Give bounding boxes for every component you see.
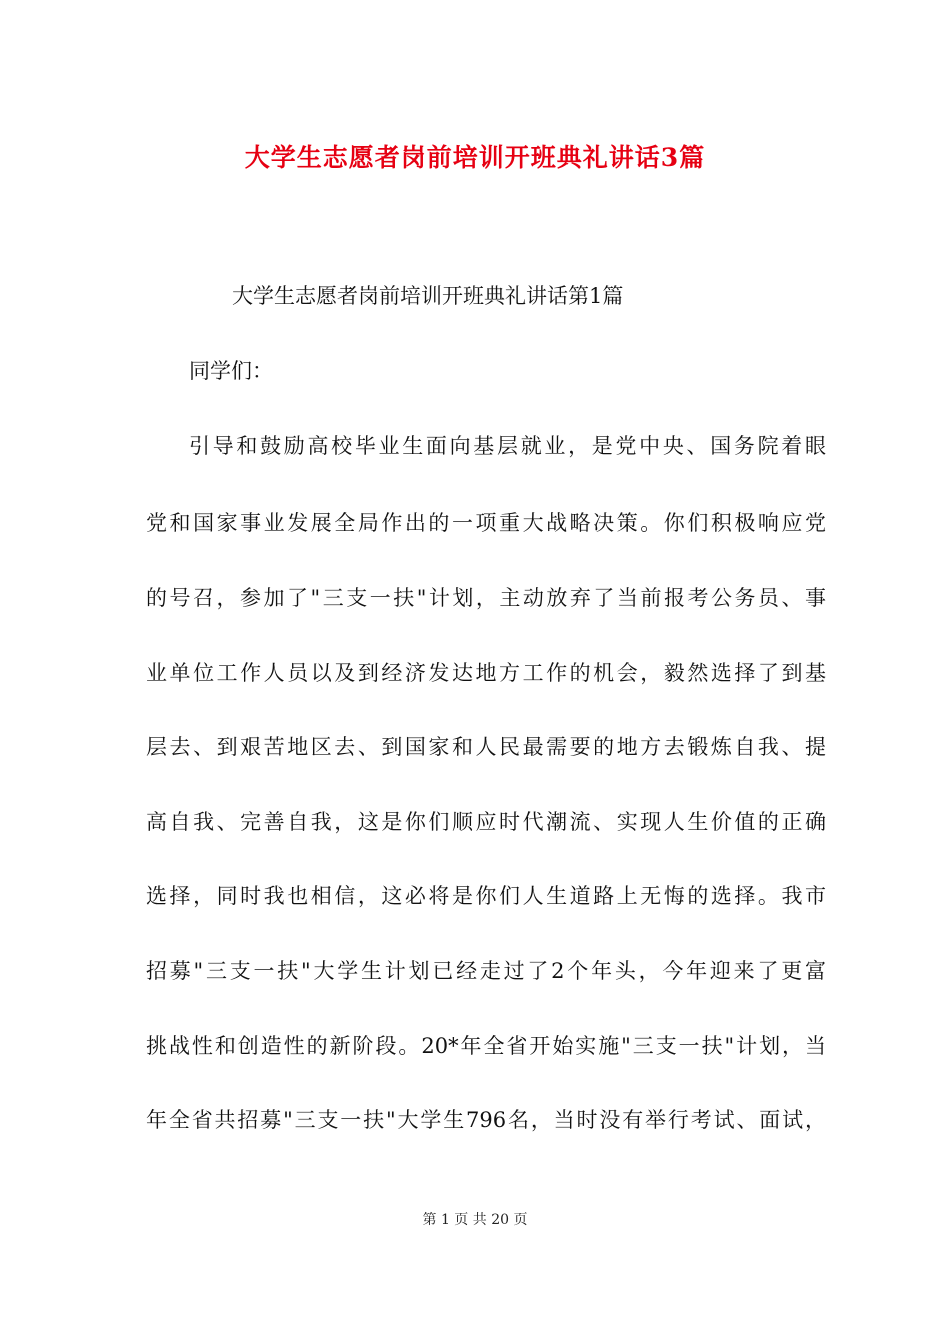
document-title: 大学生志愿者岗前培训开班典礼讲话3篇 [244,143,706,172]
body-line: 党和国家事业发展全局作出的一项重大战略决策。你们积极响应党 [146,511,826,535]
section-subtitle: 大学生志愿者岗前培训开班典礼讲话第1篇 [232,284,624,308]
body-line: 业单位工作人员以及到经济发达地方工作的机会，毅然选择了到基 [146,661,826,685]
body-line: 层去、到艰苦地区去、到国家和人民最需要的地方去锻炼自我、提 [146,735,826,759]
greeting-text: 同学们： [189,359,273,383]
page-number-footer: 第 1 页 共 20 页 [422,1212,528,1228]
body-line: 高自我、完善自我，这是你们顺应时代潮流、实现人生价值的正确 [146,810,826,834]
body-line: 挑战性和创造性的新阶段。20*年全省开始实施"三支一扶"计划，当 [146,1034,826,1058]
body-line: 选择，同时我也相信，这必将是你们人生道路上无悔的选择。我市 [146,884,826,908]
body-line: 引导和鼓励高校毕业生面向基层就业，是党中央、国务院着眼 [189,434,826,458]
body-line: 年全省共招募"三支一扶"大学生796名，当时没有举行考试、面试， [146,1108,826,1132]
body-line: 的号召，参加了"三支一扶"计划，主动放弃了当前报考公务员、事 [146,586,826,610]
body-line: 招募"三支一扶"大学生计划已经走过了2个年头，今年迎来了更富 [146,959,826,983]
